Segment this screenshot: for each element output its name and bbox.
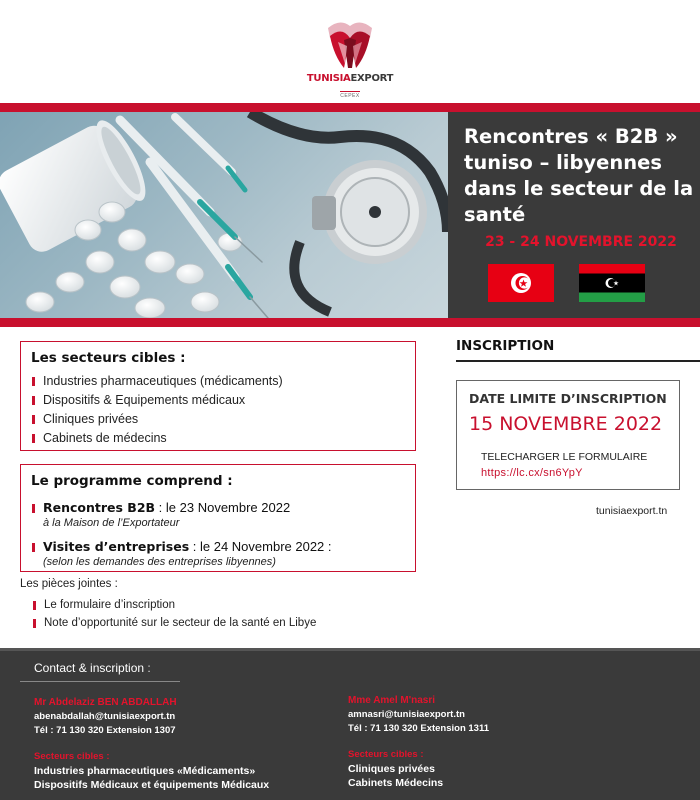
programme-item-text: : le 23 Novembre 2022 — [155, 500, 291, 515]
list-item: Industries pharmaceutiques (médicaments) — [31, 372, 405, 391]
libya-flag — [579, 264, 645, 302]
event-info-panel — [448, 112, 700, 318]
logo-subtitle: CEPEX — [340, 93, 360, 99]
bottom-red-band — [0, 318, 700, 327]
sectors-label: Secteurs cibles : — [34, 751, 110, 762]
contact-phone: Tél : 71 130 320 Extension 1311 — [348, 723, 490, 734]
programme-item-sub: (selon les demandes des entreprises libyennes) — [43, 556, 276, 568]
medical-supplies-photo — [0, 112, 448, 318]
sectors-label: Secteurs cibles : — [348, 749, 424, 760]
tunisia-export-logo — [300, 16, 400, 102]
programme-item-bold: Visites d’entreprises — [43, 539, 190, 554]
contact-footer — [0, 648, 700, 800]
attachments-label: Les pièces jointes : — [20, 578, 118, 590]
inscription-title: INSCRIPTION — [456, 338, 555, 354]
programme-item-b2b — [31, 499, 405, 530]
attachment-registration-form[interactable]: Le formulaire d’inscription — [32, 596, 316, 614]
form-download-link[interactable]: https://lc.cx/sn6YpY — [481, 467, 583, 479]
sector-item: Cliniques privées — [348, 763, 435, 775]
list-item: Dispositifs & Equipements médicaux — [31, 391, 405, 410]
contact-card-2 — [348, 694, 489, 790]
deadline-box — [456, 380, 680, 490]
download-label: TELECHARGER LE FORMULAIRE — [481, 451, 648, 463]
list-item: Cabinets de médecins — [31, 429, 405, 448]
sector-item: Industries pharmaceutiques «Médicaments» — [34, 765, 256, 777]
logo-wordmark: TUNISIAEXPORT — [306, 73, 394, 84]
website-link[interactable]: tunisiaexport.tn — [596, 505, 668, 517]
contact-title: Contact & inscription : — [34, 661, 151, 675]
stethoscope-pills-image — [0, 112, 448, 318]
top-red-band — [0, 103, 700, 112]
programme-item-sub: à la Maison de l’Exportateur — [43, 517, 180, 529]
attachments-list — [32, 596, 316, 632]
programme-item-visits — [31, 538, 405, 569]
logo-icon — [320, 16, 380, 72]
programme-item-text: : le 24 Novembre 2022 : — [189, 539, 332, 554]
contact-email[interactable]: amnasri@tunisiaexport.tn — [348, 709, 465, 720]
deadline-label: DATE LIMITE D’INSCRIPTION — [469, 391, 667, 406]
attachment-opportunity-note[interactable]: Note d’opportunité sur le secteur de la santé en Libye — [32, 614, 316, 632]
target-sectors-title: Les secteurs cibles : — [31, 350, 186, 366]
list-item: Cliniques privées — [31, 410, 405, 429]
programme-box — [20, 464, 416, 572]
hero-banner — [0, 112, 700, 318]
programme-item-bold: Rencontres B2B — [43, 500, 156, 515]
contact-name: Mr Abdelaziz BEN ABDALLAH — [34, 697, 177, 708]
inscription-divider — [456, 360, 700, 362]
event-dates: 23 - 24 NOVEMBRE 2022 — [485, 234, 677, 250]
deadline-date: 15 NOVEMBRE 2022 — [469, 413, 663, 435]
tunisia-flag — [488, 264, 554, 302]
contact-name: Mme Amel M'nasri — [348, 695, 436, 706]
contact-phone: Tél : 71 130 320 Extension 1307 — [34, 725, 176, 736]
sector-item: Dispositifs Médicaux et équipements Médicaux — [34, 779, 270, 791]
contact-email[interactable]: abenabdallah@tunisiaexport.tn — [34, 711, 176, 722]
contact-card-1 — [34, 696, 269, 792]
programme-title: Le programme comprend : — [31, 473, 233, 489]
event-title: Rencontres « B2B » tuniso – libyennes dans le secteur de la santé — [464, 125, 694, 226]
footer-divider — [0, 648, 700, 651]
sector-item: Cabinets Médecins — [348, 777, 444, 789]
target-sectors-box — [20, 341, 416, 451]
contact-underline — [20, 681, 180, 682]
